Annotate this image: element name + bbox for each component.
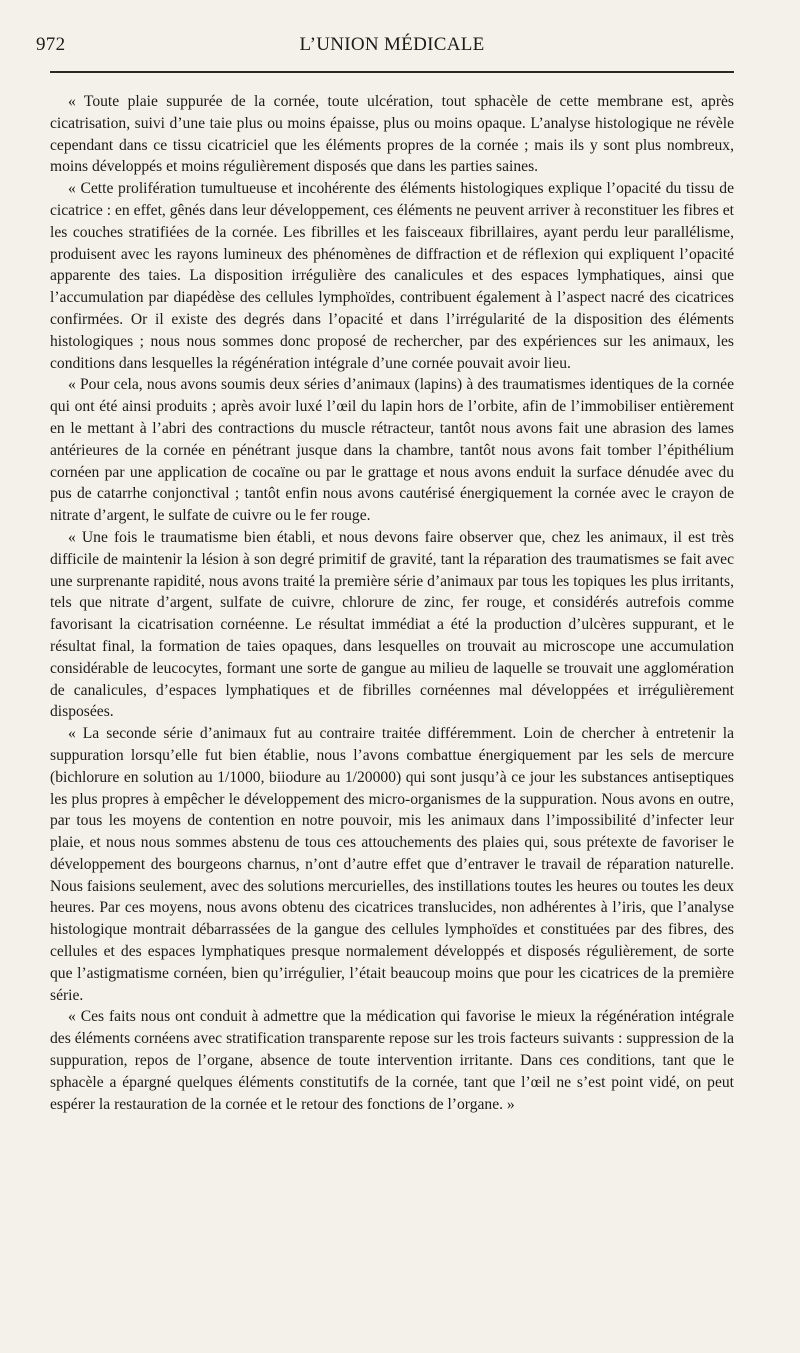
paragraph-6: « Ces faits nous ont conduit à admettre que la médication qui favorise le mieux la régénération intégrale des éléments cornéens avec stratification transparente repose sur les trois facteurs suivants : suppression de la suppuration, repos de l’organe, absence de toute intervention irritante. Dans ces conditions, tant que le sphacèle a épargné quelques éléments constitutifs de la cornée, tant que l’œil ne s’est point vidé, on peut espérer la restauration de la cornée et le retour des fonctions de l’organe. »: [50, 1008, 734, 1113]
paragraph-2: « Cette prolifération tumultueuse et incohérente des éléments histologiques explique l’opacité du tissu de cicatrice : en effet, gênés dans leur développement, ces éléments ne peuvent arriver à reconstituer les fibres et les couches stratifiées de la cornée. Les fibrilles et les faisceaux fibrillaires, ayant perdu leur parallélisme, produisent avec les rayons lumineux des phénomènes de diffraction et de réflexion qui expliquent l’opacité apparente des taies. La disposition irrégulière des canalicules et des espaces lymphatiques, ainsi que l’accumulation par diapédèse des cellules lymphoïdes, contribuent également à l’aspect nacré des cicatrices confirmées. Or il existe des degrés dans l’opacité et dans l’irrégularité de la disposition des éléments histologiques ; nous nous sommes donc proposé de rechercher, par des expériences sur les animaux, les conditions dans lesquelles la régénération intégrale d’une cornée pouvait avoir lieu.: [50, 180, 734, 372]
paragraph-1: « Toute plaie suppurée de la cornée, toute ulcération, tout sphacèle de cette membrane est, après cicatrisation, suivi d’une taie plus ou moins épaisse, plus ou moins opaque. L’analyse histologique ne révèle cependant dans ce tissu cicatriciel que les éléments propres de la cornée ; mais ils y sont plus nombreux, moins développés et moins régulièrement disposés que dans les parties saines.: [50, 93, 734, 176]
paragraph-4: « Une fois le traumatisme bien établi, et nous devons faire observer que, chez les animaux, il est très difficile de maintenir la lésion à son degré primitif de gravité, tant la réparation des traumatismes se fait avec une surprenante rapidité, nous avons traité la première série d’animaux par tous les topiques les plus irritants, tels que nitrate d’argent, sulfate de cuivre, chlorure de zinc, fer rouge, et considérés autrefois comme favorisant la cicatrisation cornéenne. Le résultat immédiat a été la production d’ulcères suppurant, et le résultat final, la formation de taies opaques, dans lesquelles on trouvait au microscope une accumulation considérable de leucocytes, formant une sorte de gangue au milieu de laquelle se trouvait une agglomération de canalicules, d’espaces lymphatiques et de fibrilles cornéennes mal développées et irrégulièrement disposées.: [50, 528, 734, 721]
article-body: [50, 91, 734, 1115]
page-header: [36, 34, 734, 60]
page-number: 972: [36, 34, 66, 55]
paragraph-5: « La seconde série d’animaux fut au contraire traitée différemment. Loin de chercher à entretenir la suppuration lorsqu’elle fut bien établie, nous l’avons combattue énergiquement par les sels de mercure (bichlorure en solution au 1/1000, biiodure au 1/20000) qui sont jusqu’à ce jour les substances antiseptiques les plus propres à empêcher le développement des micro-organismes de la suppuration. Nous avons en outre, par tous les moyens de contention en notre pouvoir, mis les animaux dans l’impossibilité d’infecter leur plaie, et nous nous sommes abstenu de tous ces attouchements des plaies qui, sous prétexte de favoriser le développement des bourgeons charnus, n’ont d’autre effet que d’entraver le travail de réparation naturelle. Nous faisions seulement, avec des solutions mercurielles, des instillations toutes les heures ou toutes les deux heures. Par ces moyens, nous avons obtenu des cicatrices translucides, non adhérentes à l’iris, que l’analyse histologique montrait débarrassées de la gangue des cellules lymphoïdes et constituées par des fibres, des cellules et des espaces lymphatiques presque normalement développés et disposés régulièrement, de sorte que l’astigmatisme cornéen, bien qu’irrégulier, l’était beaucoup moins que pour les cicatrices de la première série.: [50, 725, 734, 1004]
running-title: L’UNION MÉDICALE: [299, 34, 485, 55]
header-rule: [50, 71, 734, 73]
paragraph-3: « Pour cela, nous avons soumis deux séries d’animaux (lapins) à des traumatismes identiques de la cornée qui ont été ainsi produits ; après avoir luxé l’œil du lapin hors de l’orbite, afin de l’immobiliser entièrement en le mettant à l’abri des contractions du muscle rétracteur, tantôt nous avons fait une abrasion des lames antérieures de la cornée en pénétrant jusque dans la chambre, tantôt nous avons fait tomber l’épithélium cornéen par une application de cocaïne ou par le grattage et nous avons enduit la surface dénudée avec du pus de catarrhe conjonctival ; tantôt enfin nous avons cautérisé énergiquement la cornée avec le crayon de nitrate d’argent, le sulfate de cuivre ou le fer rouge.: [50, 376, 734, 525]
